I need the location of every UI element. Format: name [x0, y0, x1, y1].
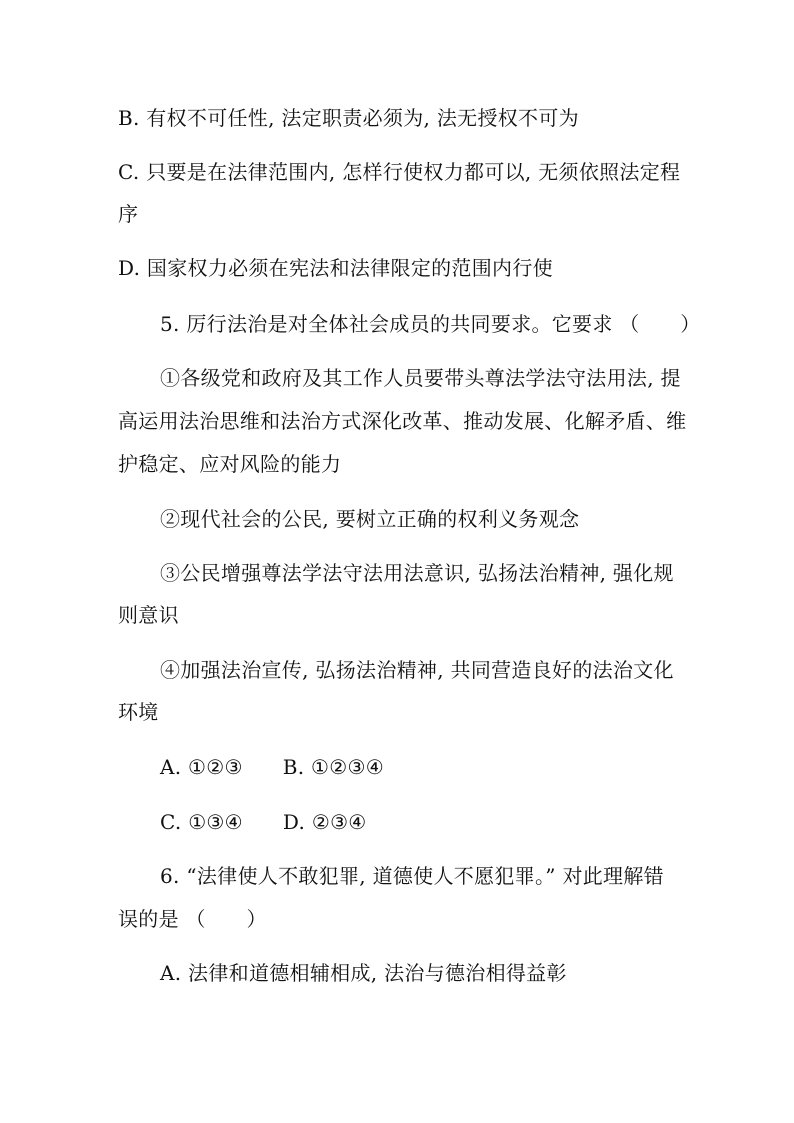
q6-stem-line2: 误的是 （ ）: [118, 907, 267, 931]
q6-stem-line1: 6. “法律使人不敢犯罪, 道德使人不愿犯罪。” 对此理解错: [160, 864, 664, 888]
q4-option-b: B. 有权不可任性, 法定职责必须为, 法无授权不可为: [118, 106, 579, 130]
q5-option-a: A. ①②③: [160, 755, 243, 779]
q5-options-row2: [160, 808, 367, 836]
q4-option-c-line2: 序: [118, 202, 139, 226]
q5-item4-line1: ④加强法治宣传, 弘扬法治精神, 共同营造良好的法治文化: [160, 658, 674, 682]
q4-option-d: D. 国家权力必须在宪法和法律限定的范围内行使: [118, 256, 553, 280]
q5-item1-line1: ①各级党和政府及其工作人员要带头尊法学法守法用法, 提: [160, 366, 681, 390]
q5-item1-line2: 高运用法治思维和法治方式深化改革、推动发展、化解矛盾、维: [118, 409, 687, 433]
q4-option-c-line1: C. 只要是在法律范围内, 怎样行使权力都可以, 无须依照法定程: [118, 160, 681, 184]
q5-option-b: B. ①②③④: [282, 755, 384, 779]
q5-item1-line3: 护稳定、应对风险的能力: [118, 452, 342, 476]
q5-item3-line1: ③公民增强尊法学法守法用法意识, 弘扬法治精神, 强化规: [160, 561, 674, 585]
q5-option-c: C. ①③④: [160, 810, 243, 834]
q5-item2: ②现代社会的公民, 要树立正确的权利义务观念: [160, 507, 580, 531]
q5-stem: 5. 厉行法治是对全体社会成员的共同要求。它要求 （ ）: [160, 312, 701, 336]
q5-item3-line2: 则意识: [118, 603, 179, 627]
q6-option-a: A. 法律和道德相辅相成, 法治与德治相得益彰: [160, 961, 567, 985]
q5-item4-line2: 环境: [118, 700, 159, 724]
q5-options-row1: [160, 753, 384, 781]
q5-option-d: D. ②③④: [282, 810, 367, 834]
